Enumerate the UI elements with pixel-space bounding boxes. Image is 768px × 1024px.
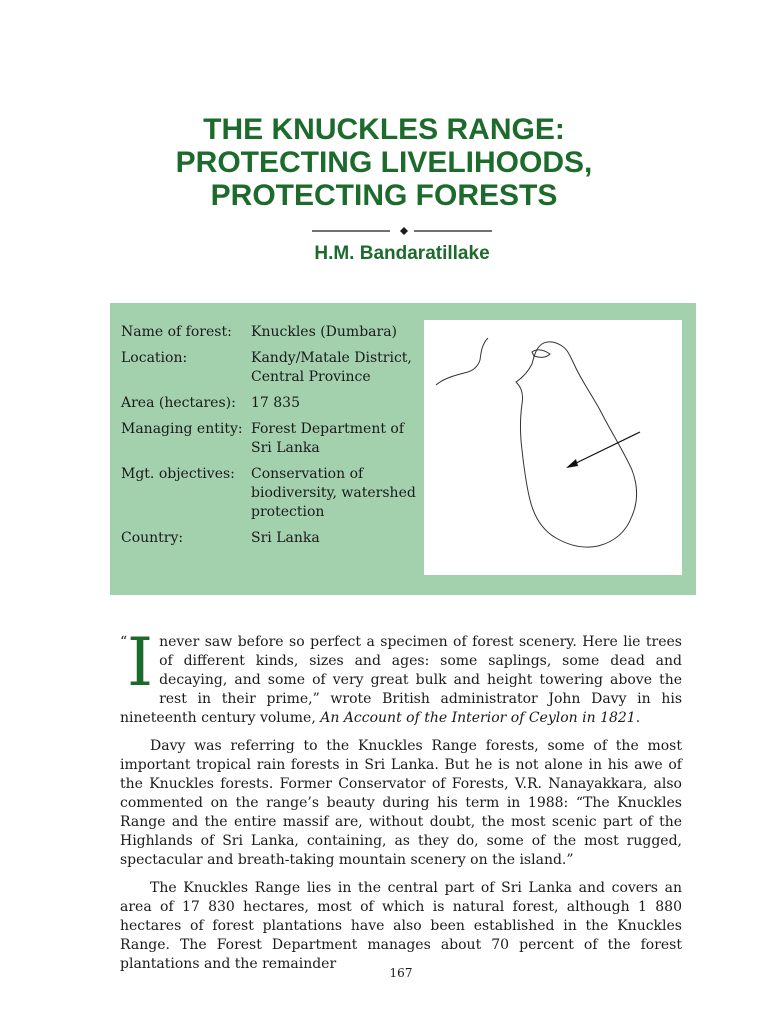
page-title	[0, 113, 768, 212]
info-value: Sri Lanka	[251, 530, 320, 546]
title-line-1: THE KNUCKLES RANGE:	[203, 113, 565, 146]
info-row-name	[121, 323, 421, 342]
info-row-location	[121, 349, 421, 387]
info-label: Mgt. objectives:	[121, 466, 235, 482]
sri-lanka-map-icon	[424, 320, 682, 575]
title-line-3: PROTECTING FORESTS	[210, 179, 558, 212]
book-title: An Account of the Interior of Ceylon in 1821	[320, 710, 636, 726]
title-divider	[312, 222, 522, 238]
info-row-objectives	[121, 465, 421, 522]
opening-quote: “	[120, 634, 128, 650]
paragraph-3: The Knuckles Range lies in the central part of Sri Lanka and covers an area of 17 830 hectares, most of which is natural forest, although 1 880 hectares of forest plantations have also been established in the Knuckles Range. The Forest Department manages about 70 percent of the forest plantations and the remainder	[120, 880, 682, 972]
info-value: Kandy/Matale District, Central Province	[251, 350, 412, 385]
paragraph-1-end: .	[635, 710, 641, 726]
paragraph-2: Davy was referring to the Knuckles Range forests, some of the most important tropical rain forests in Sri Lanka. But he is not alone in his awe of the Knuckles forests. Former Conservator of Forests, V.R. Nanayakkara, also commented on the range’s beauty during his term in 1988: “The Knuckles Range and the entire massif are, without doubt, the most scenic part of the Highlands of Sri Lanka, containing, as they do, some of the most rugged, spectacular and breath-taking mountain scenery on the island.”	[120, 738, 682, 868]
diamond-ornament-icon	[400, 227, 408, 235]
article-body	[120, 624, 682, 983]
info-label: Name of forest:	[121, 324, 232, 340]
paragraph-1-text: never saw before so perfect a specimen of forest scenery. Here lie trees of different kinds, sizes and ages: some saplings, some dead and decaying, and some of very great bulk and height towering above the rest in their prime,” wrote British administrator John Davy in his nineteenth century volume,	[120, 634, 682, 726]
info-value: Forest Department of Sri Lanka	[251, 421, 405, 456]
info-value: 17 835	[251, 395, 300, 411]
title-line-2: PROTECTING LIVELIHOODS,	[175, 146, 593, 179]
info-label: Area (hectares):	[121, 395, 236, 411]
info-value: Knuckles (Dumbara)	[251, 324, 398, 340]
drop-cap: I	[127, 624, 154, 701]
forest-info-box	[110, 303, 696, 595]
info-label: Managing entity:	[121, 421, 243, 437]
info-row-area	[121, 394, 421, 413]
page-number: 167	[389, 966, 413, 980]
info-label: Location:	[121, 350, 188, 366]
arrow-head-icon	[566, 459, 578, 468]
location-map	[424, 320, 682, 575]
info-label: Country:	[121, 530, 184, 546]
info-row-country	[121, 529, 421, 548]
author-name: H.M. Bandaratillake	[314, 243, 490, 264]
forest-info-table	[121, 323, 421, 555]
info-value: Conservation of biodiversity, watershed protection	[251, 466, 416, 520]
info-row-managing-entity	[121, 420, 421, 458]
paragraph-1	[120, 624, 682, 728]
